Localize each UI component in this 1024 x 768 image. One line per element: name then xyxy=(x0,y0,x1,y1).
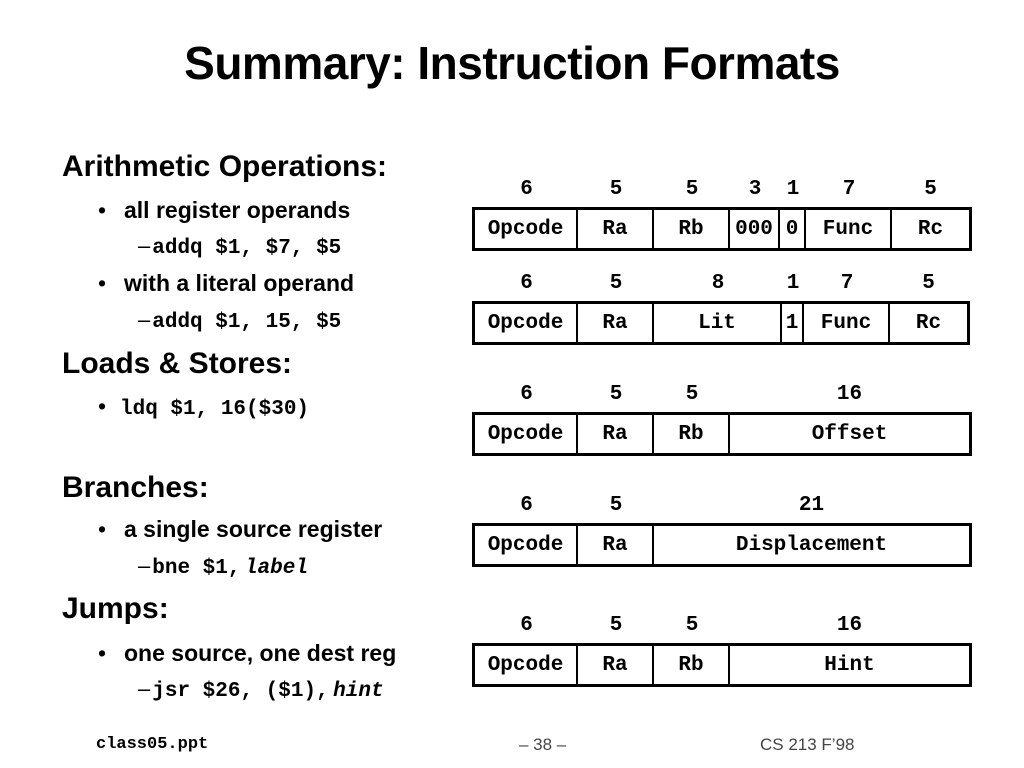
field-opcode: Opcode xyxy=(475,304,578,342)
field-width-label: 5 xyxy=(685,178,699,201)
field-width-label: 6 xyxy=(520,614,533,637)
field-width-label: 5 xyxy=(685,383,699,406)
format-2 xyxy=(472,272,970,335)
format-3 xyxy=(472,383,972,446)
field-width-label: 8 xyxy=(711,272,725,295)
field-1: 1 xyxy=(782,304,804,342)
code-bne: –bne $1, label xyxy=(138,553,308,580)
field-width-label: 6 xyxy=(520,178,533,201)
field-func: Func xyxy=(806,210,892,248)
field-width-label: 3 xyxy=(748,178,762,201)
code-ldq: • ldq $1, 16($30) xyxy=(98,393,310,421)
field-ra: Ra xyxy=(578,526,654,564)
heading-loads: Loads & Stores: xyxy=(62,347,293,380)
field-width-label: 7 xyxy=(842,178,856,201)
field-width-label: 5 xyxy=(685,614,699,637)
field-opcode: Opcode xyxy=(475,646,578,684)
code-addq-reg: –addq $1, $7, $5 xyxy=(138,233,342,260)
bullet-literal: • with a literal operand xyxy=(98,270,355,296)
bullet-all-register: • all register operands xyxy=(98,197,351,223)
format-fields xyxy=(472,207,972,251)
field-widths xyxy=(472,272,970,298)
field-widths xyxy=(472,614,972,640)
heading-jumps: Jumps: xyxy=(62,592,169,625)
code-addq-lit: –addq $1, 15, $5 xyxy=(138,307,342,334)
field-hint: Hint xyxy=(824,653,875,677)
field-width-label: 5 xyxy=(609,178,623,201)
slide-title: Summary: Instruction Formats xyxy=(184,37,840,89)
field-width-label: 5 xyxy=(922,272,935,295)
field-displacement: Displacement xyxy=(735,533,888,557)
footer-course: CS 213 F’98 xyxy=(760,735,855,754)
format-fields xyxy=(472,301,970,345)
field-lit: Lit xyxy=(654,304,782,342)
format-1 xyxy=(472,178,972,241)
format-fields xyxy=(472,643,972,687)
field-width-label: 21 xyxy=(798,494,825,517)
field-func: Func xyxy=(804,304,890,342)
field-width-label: 5 xyxy=(609,383,623,406)
bullet-source-dest: • one source, one dest reg xyxy=(98,640,397,666)
field-widths xyxy=(472,178,972,204)
footer-filename: class05.ppt xyxy=(96,735,209,754)
field-ra: Ra xyxy=(578,210,654,248)
field-width-label: 5 xyxy=(924,178,937,201)
format-5 xyxy=(472,614,972,677)
bullet-source-register: • a single source register xyxy=(98,516,383,542)
field-rc: Rc xyxy=(915,311,942,335)
field-width-label: 5 xyxy=(609,272,623,295)
field-width-label: 16 xyxy=(836,383,863,406)
field-width-label: 5 xyxy=(609,614,623,637)
field-width-label: 5 xyxy=(609,494,623,517)
field-widths xyxy=(472,383,972,409)
field-rb: Rb xyxy=(654,415,730,453)
heading-branches: Branches: xyxy=(62,471,209,504)
field-width-label: 16 xyxy=(836,614,863,637)
field-ra: Ra xyxy=(578,304,654,342)
field-widths xyxy=(472,494,972,520)
field-width-label: 6 xyxy=(520,383,533,406)
field-width-label: 1 xyxy=(786,272,800,295)
field-rb: Rb xyxy=(654,646,730,684)
format-4 xyxy=(472,494,972,557)
field-width-label: 6 xyxy=(520,272,533,295)
field-000: 000 xyxy=(730,210,780,248)
footer-page-number: – 38 – xyxy=(519,735,567,754)
field-width-label: 6 xyxy=(520,494,533,517)
field-opcode: Opcode xyxy=(475,526,578,564)
heading-arithmetic: Arithmetic Operations: xyxy=(62,150,388,183)
field-rc: Rc xyxy=(917,217,944,241)
field-opcode: Opcode xyxy=(475,415,578,453)
field-width-label: 1 xyxy=(786,178,800,201)
field-opcode: Opcode xyxy=(475,210,578,248)
field-ra: Ra xyxy=(578,415,654,453)
format-fields xyxy=(472,523,972,567)
format-fields xyxy=(472,412,972,456)
field-ra: Ra xyxy=(578,646,654,684)
code-jsr: –jsr $26, ($1), hint xyxy=(138,676,384,703)
field-offset: Offset xyxy=(811,422,888,446)
field-rb: Rb xyxy=(654,210,730,248)
field-0: 0 xyxy=(780,210,806,248)
field-width-label: 7 xyxy=(840,272,854,295)
